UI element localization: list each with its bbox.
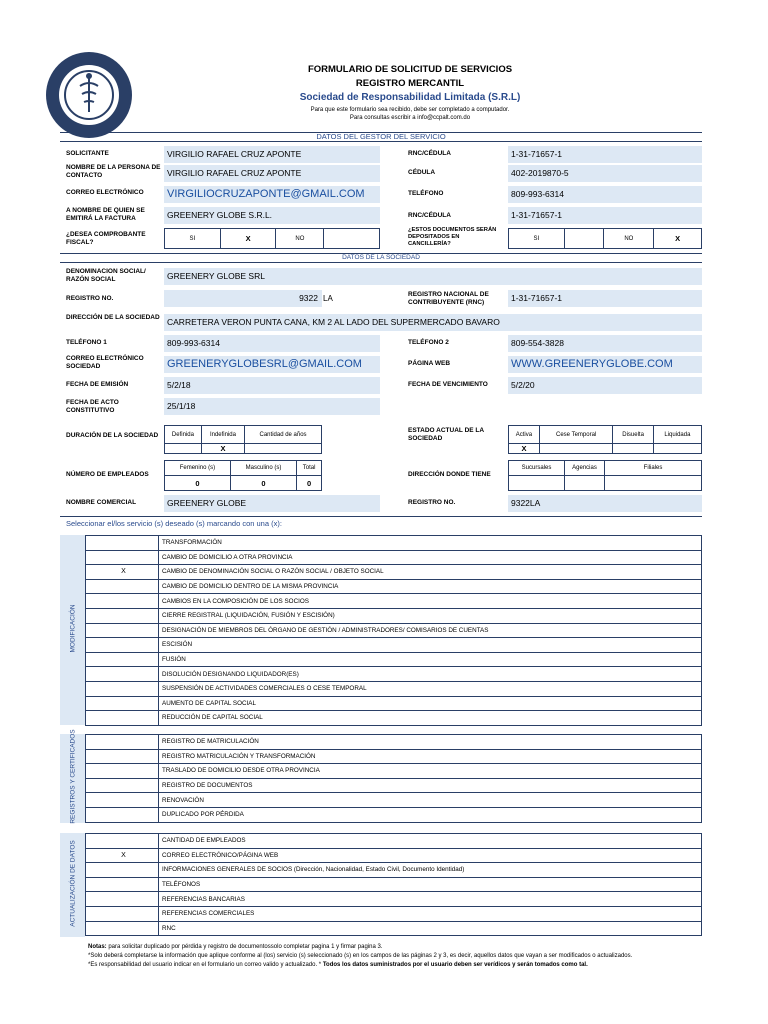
actualizacion-label: ACTUALIZACIÓN DE DATOS [69,840,77,927]
service-name: AUMENTO DE CAPITAL SOCIAL [159,696,702,711]
service-checkbox[interactable] [86,807,159,822]
company-type: Sociedad de Responsabilidad Limitada (S.R.L) [299,92,521,103]
contacto-field[interactable]: VIRGILIO RAFAEL CRUZ APONTE [164,165,380,182]
service-row [86,667,702,682]
service-row [86,594,702,609]
service-name: CORREO ELECTRÓNICO/PÁGINA WEB [159,848,702,863]
form-title: FORMULARIO DE SOLICITUD DE SERVICIOS [307,64,513,75]
chamber-logo [44,50,134,140]
service-name: RENOVACIÓN [159,793,702,808]
service-name: DISOLUCIÓN DESIGNANDO LIQUIDADOR(ES) [159,667,702,682]
donde-agencias-header: Agencias [565,461,605,476]
denominacion-label: DENOMINACION SOCIAL/ RAZÓN SOCIAL [66,268,146,283]
service-checkbox[interactable] [86,778,159,793]
service-name: ESCISIÓN [159,638,702,653]
direccion-field[interactable]: CARRETERA VERON PUNTA CANA, KM 2 AL LADO DEL SUPERMERCADO BAVARO [164,314,702,331]
empleados-masculino-header: Masculino (s) [230,461,296,476]
service-name: CAMBIO DE DENOMINACIÓN SOCIAL O RAZÓN SOCIAL / OBJETO SOCIAL [159,565,702,580]
rnc2-field[interactable]: 1-31-71657-1 [508,207,702,224]
service-row [86,834,702,849]
service-name: REFERENCIAS BANCARIAS [159,892,702,907]
service-checkbox[interactable] [86,696,159,711]
form-subtitle: REGISTRO MERCANTIL [355,78,465,89]
factura-label: A NOMBRE DE QUIEN SE EMITIRÁ LA FACTURA [66,207,145,222]
estado-liquidada-value[interactable] [653,444,701,454]
notes [88,943,708,970]
service-row [86,536,702,551]
actualizacion-table [85,833,702,936]
donde-filiales-header: Filiales [605,461,702,476]
direccion-label: DIRECCIÓN DE LA SOCIEDAD [66,314,160,321]
tel1-field[interactable]: 809-993-6314 [164,335,380,352]
service-checkbox[interactable] [86,550,159,565]
regno-label: REGISTRO NO. [408,499,456,506]
donde-label: DIRECCIÓN DONDE TIENE [408,471,491,478]
estado-disuelta-value[interactable] [613,444,653,454]
estado-table [508,425,702,454]
regno-field[interactable]: 9322LA [508,495,702,512]
service-row [86,711,702,726]
notes-line3-bold: Todos los datos suministrados por el usuario deben ser verídicos y serán tomados como tal. [322,962,588,968]
service-name: TRANSFORMACIÓN [159,536,702,551]
empleados-masculino-value[interactable]: 0 [230,476,296,491]
modificacion-table [85,535,702,726]
correo-label: CORREO ELECTRÓNICO [66,189,144,196]
service-row [86,749,702,764]
duracion-label: DURACIÓN DE LA SOCIEDAD [66,432,159,439]
tel2-field[interactable]: 809-554-3828 [508,335,702,352]
telefono-label: TELÉFONO [408,190,444,197]
docs-label: ¿ESTOS DOCUMENTOS SERÁN DEPOSITADOS EN CANCILLERÍA? [408,227,497,247]
service-checkbox[interactable] [86,906,159,921]
service-row [86,608,702,623]
correo-field[interactable]: VIRGILIOCRUZAPONTE@GMAIL.COM [164,186,380,203]
notes-line3: *Es responsabilidad del usuario indicar en el formulario un correo valido y actualizado. * [88,962,322,968]
empleados-total-value[interactable]: 0 [297,476,322,491]
service-name: CANTIDAD DE EMPLEADOS [159,834,702,849]
service-checkbox[interactable] [86,735,159,750]
docs-options [508,228,702,249]
docs-si[interactable]: SI [509,229,565,249]
service-row [86,892,702,907]
service-checkbox[interactable] [86,921,159,936]
service-row [86,681,702,696]
service-row [86,848,702,863]
docs-no[interactable]: NO [604,229,654,249]
modificacion-label: MODIFICACIÓN [69,604,77,653]
donde-sucursales-header: Sucursales [509,461,565,476]
service-row [86,906,702,921]
notes-lead: Notas: [88,944,107,950]
fiscal-no[interactable]: NO [276,229,324,249]
sociedad-section-title: DATOS DE LA SOCIEDAD [60,253,702,263]
denominacion-field[interactable]: GREENERY GLOBE SRL [164,268,702,285]
web-field[interactable]: WWW.GREENERYGLOBE.COM [508,356,702,373]
rnc-sociedad-field[interactable]: 1-31-71657-1 [508,290,702,307]
service-name: CIERRE REGISTRAL (LIQUIDACIÓN, FUSIÓN Y ESCISIÓN) [159,608,702,623]
rnc2-label: RNC/CÉDULA [408,212,451,219]
service-checkbox[interactable] [86,579,159,594]
service-name: REGISTRO DE MATRICULACIÓN [159,735,702,750]
service-row [86,877,702,892]
rnc-field[interactable]: 1-31-71657-1 [508,146,702,163]
service-name: TRASLADO DE DOMICILIO DESDE OTRA PROVINCIA [159,764,702,779]
service-name: FUSIÓN [159,652,702,667]
service-row [86,921,702,936]
venc-label: FECHA DE VENCIMIENTO [408,381,488,388]
contacto-label: NOMBRE DE LA PERSONA DE CONTACTO [66,164,161,179]
empleados-table [164,460,322,491]
service-checkbox[interactable] [86,793,159,808]
estado-liquidada-header: Liquidada [653,426,701,444]
service-checkbox[interactable] [86,711,159,726]
service-checkbox[interactable] [86,667,159,682]
section-divider [60,516,702,517]
service-checkbox[interactable] [86,764,159,779]
service-row [86,793,702,808]
service-checkbox[interactable] [86,536,159,551]
cedula-label: CÉDULA [408,169,436,176]
rnc-label: RNC/CÉDULA [408,150,451,157]
empleados-femenino-value[interactable]: 0 [165,476,231,491]
acto-field[interactable]: 25/1/18 [164,398,380,415]
service-name: INFORMACIONES GENERALES DE SOCIOS (Dirección, Nacionalidad, Estado Civil, Documento Identidad) [159,863,702,878]
emision-field[interactable]: 5/2/18 [164,377,380,394]
fiscal-options [164,228,380,249]
telefono-field[interactable]: 809-993-6314 [508,186,702,203]
contact-note: Para consultas escribir a info@ccpalt.com.do [349,115,471,121]
estado-cese-header: Cese Temporal [539,426,613,444]
acto-label: FECHA DE ACTO CONSTITUTIVO [66,399,119,414]
service-checkbox[interactable] [86,834,159,849]
correo-sociedad-label: CORREO ELECTRÓNICO SOCIEDAD [66,355,144,370]
service-name: CAMBIO DE DOMICILIO A OTRA PROVINCIA [159,550,702,565]
empleados-total-header: Total [297,461,322,476]
venc-field[interactable]: 5/2/20 [508,377,702,394]
donde-filiales-value[interactable] [605,476,702,491]
web-label: PÁGINA WEB [408,360,451,367]
fiscal-si[interactable]: SI [165,229,221,249]
service-row [86,638,702,653]
empleados-femenino-header: Femenino (s) [165,461,231,476]
estado-activa-header: Activa [509,426,540,444]
tel2-label: TELÉFONO 2 [408,339,449,346]
empleados-label: NÚMERO DE EMPLEADOS [66,471,149,478]
service-name: REGISTRO DE DOCUMENTOS [159,778,702,793]
solicitante-field[interactable]: VIRGILIO RAFAEL CRUZ APONTE [164,146,380,163]
service-row [86,623,702,638]
comercial-field[interactable]: GREENERY GLOBE [164,495,380,512]
service-name: CAMBIO DE DOMICILIO DENTRO DE LA MISMA PROVINCIA [159,579,702,594]
estado-activa-value[interactable]: X [509,444,540,454]
service-checkbox[interactable] [86,623,159,638]
registro-label: REGISTRO NO. [66,295,114,302]
servicios-instruction: Seleccionar el/los servicio (s) deseado (s) marcando con una (x): [66,519,282,528]
donde-agencias-value[interactable] [565,476,605,491]
service-name: REFERENCIAS COMERCIALES [159,906,702,921]
service-row [86,696,702,711]
cedula-field[interactable]: 402-2019870-5 [508,165,702,182]
comercial-label: NOMBRE COMERCIAL [66,499,137,506]
service-checkbox[interactable] [86,652,159,667]
estado-label: ESTADO ACTUAL DE LA SOCIEDAD [408,427,484,442]
duracion-indefinida-header: Indefinida [201,426,244,444]
service-row [86,764,702,779]
notes-line1: para solicitar duplicado por pérdida y registro de documentossolo completar pagina 1 y firmar pagina 3. [108,944,383,950]
gestor-section-title: DATOS DEL GESTOR DEL SERVICIO [60,132,702,142]
emision-label: FECHA DE EMISIÓN [66,381,129,388]
registro-field[interactable]: 9322 [164,290,322,307]
service-name: TELÉFONOS [159,877,702,892]
service-row [86,778,702,793]
docs-mark[interactable]: X [654,229,702,249]
service-checkbox[interactable]: X [86,848,159,863]
service-row [86,652,702,667]
fiscal-label: ¿DESEA COMPROBANTE FISCAL? [66,231,146,246]
fiscal-no-mark[interactable] [324,229,380,249]
service-row [86,565,702,580]
donde-sucursales-value[interactable] [509,476,565,491]
service-name: SUSPENSIÓN DE ACTIVIDADES COMERCIALES O CESE TEMPORAL [159,681,702,696]
service-row [86,735,702,750]
solicitante-label: SOLICITANTE [66,150,109,157]
rnc-sociedad-label: REGISTRO NACIONAL DE CONTRIBUYENTE (RNC) [408,291,489,306]
estado-disuelta-header: Disuelta [613,426,653,444]
service-checkbox[interactable]: X [86,565,159,580]
service-row [86,863,702,878]
duracion-anos-value[interactable] [245,444,322,454]
service-checkbox[interactable] [86,892,159,907]
duracion-anos-header: Cantidad de años [245,426,322,444]
duracion-table [164,425,322,454]
service-row [86,579,702,594]
service-checkbox[interactable] [86,681,159,696]
tel1-label: TELÉFONO 1 [66,339,107,346]
service-checkbox[interactable] [86,749,159,764]
fiscal-mark[interactable]: X [220,229,276,249]
service-checkbox[interactable] [86,594,159,609]
docs-si-mark[interactable] [564,229,604,249]
registro-suffix: LA [323,294,333,303]
duracion-definida-value[interactable] [165,444,202,454]
service-name: DUPLICADO POR PÉRDIDA [159,807,702,822]
service-name: REGISTRO MATRICULACIÓN Y TRANSFORMACIÓN [159,749,702,764]
header-note: Para que este formulario sea recibido, debe ser completado a computador. [310,107,510,113]
service-name: REDUCCIÓN DE CAPITAL SOCIAL [159,711,702,726]
service-checkbox[interactable] [86,608,159,623]
service-name: CAMBIOS EN LA COMPOSICIÓN DE LOS SOCIOS [159,594,702,609]
service-row [86,550,702,565]
service-row [86,807,702,822]
service-name: DESIGNACIÓN DE MIEMBROS DEL ÓRGANO DE GESTIÓN / ADMINISTRADORES/ COMISARIOS DE CUENTAS [159,623,702,638]
registros-label: REGISTROS Y CERTIFICADOS [69,729,77,824]
notes-line2: *Solo deberá completarse la información que aplique conforme al (los) servicio (s) seleccionado (s) en los campos de las páginas 2 y 3, es decir, aquellos datos que vayan a ser modificados o actualizados. [88,953,633,959]
service-checkbox[interactable] [86,863,159,878]
registros-table [85,734,702,823]
service-checkbox[interactable] [86,638,159,653]
factura-field[interactable]: GREENERY GLOBE S.R.L. [164,207,380,224]
estado-cese-value[interactable] [539,444,613,454]
donde-table [508,460,702,491]
service-checkbox[interactable] [86,877,159,892]
correo-sociedad-field[interactable]: GREENERYGLOBESRL@GMAIL.COM [164,356,380,373]
duracion-indefinida-value[interactable]: X [201,444,244,454]
service-name: RNC [159,921,702,936]
duracion-definida-header: Definida [165,426,202,444]
